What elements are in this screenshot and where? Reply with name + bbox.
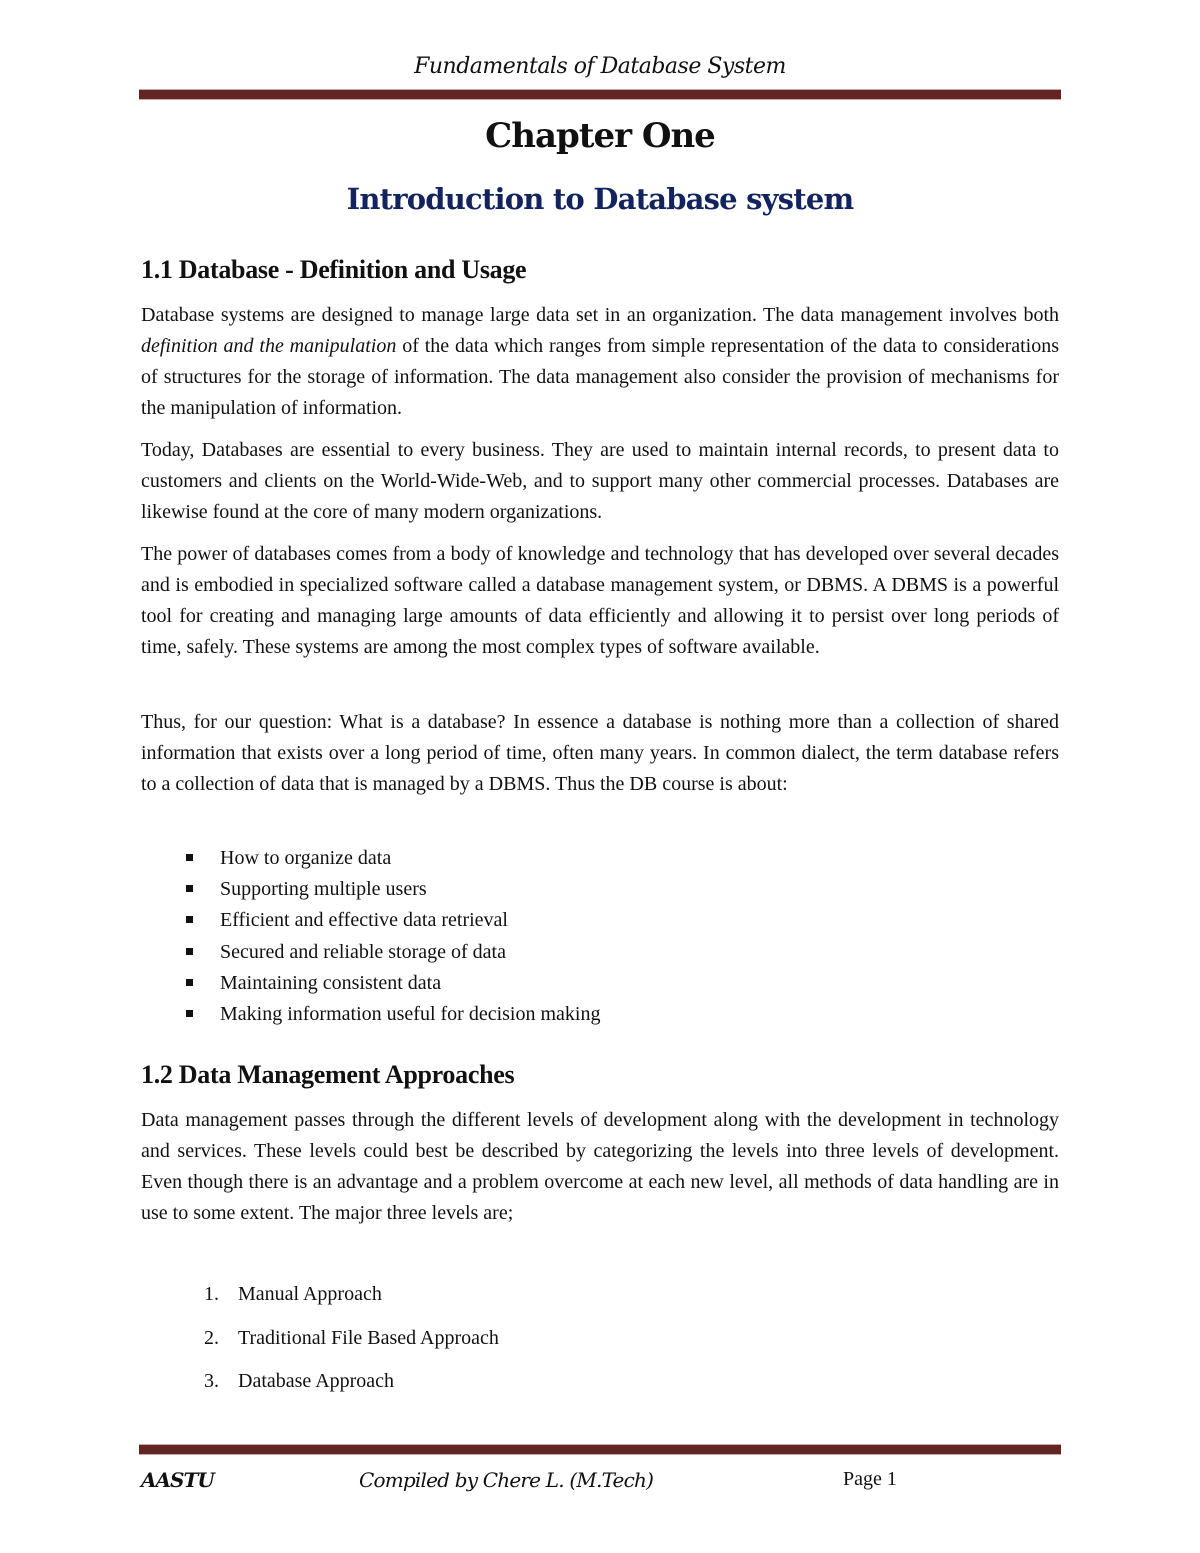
list-item-text: Maintaining consistent data bbox=[220, 971, 442, 994]
page-number: Page 1 bbox=[843, 1468, 897, 1490]
chapter-subtitle: Introduction to Database system bbox=[346, 182, 854, 216]
running-header: Fundamentals of Database System bbox=[414, 54, 786, 79]
list-item bbox=[141, 1273, 499, 1317]
list-item-text: Database Approach bbox=[238, 1370, 395, 1392]
square-bullet-icon bbox=[186, 916, 193, 923]
list-item-text: Making information useful for decision making bbox=[220, 1003, 601, 1026]
list-item-text: Supporting multiple users bbox=[220, 878, 427, 901]
list-number: 2. bbox=[204, 1326, 219, 1349]
list-item-text: Traditional File Based Approach bbox=[238, 1326, 499, 1349]
footer-institution: AASTU bbox=[141, 1468, 214, 1492]
paragraph-dbms: The power of databases comes from a body of knowledge and technology that has developed over several decades and is embodied in specialized software called a database management system, or DBMS. A DBMS is a powerful tool for creating and managing large amounts of data efficiently and allowing it to persist over long periods of time, safely. These systems are among the most complex types of software available. bbox=[141, 543, 1059, 658]
list-number: 1. bbox=[204, 1283, 219, 1305]
paragraph-what-is-database: Thus, for our question: What is a database? In essence a database is nothing more than a collection of shared information that exists over a long period of time, often many years. In common dialect, the term database refers to a collection of data that is managed by a DBMS. Thus the DB course is about: bbox=[141, 711, 1059, 795]
list-number: 3. bbox=[204, 1370, 219, 1392]
list-item bbox=[141, 1317, 499, 1361]
footer-rule bbox=[139, 1444, 1061, 1455]
section-heading-1-2: 1.2 Data Management Approaches bbox=[141, 1060, 515, 1089]
section-heading-1-1: 1.1 Database - Definition and Usage bbox=[141, 255, 527, 284]
square-bullet-icon bbox=[186, 854, 193, 861]
course-topics-list bbox=[141, 843, 600, 1030]
list-item bbox=[141, 905, 600, 936]
paragraph-business: Today, Databases are essential to every business. They are used to maintain internal records, to present data to customers and clients on the World-Wide-Web, and to support many other commercial processes. Databases are likewise found at the core of many modern organizations. bbox=[141, 439, 1059, 523]
list-item-text: How to organize data bbox=[220, 847, 392, 869]
page-footer bbox=[141, 1468, 1059, 1498]
paragraph-text: of the data which ranges from simple representation of the data to considerations of structures for the storage of information. The data management also consider the provision of mechanisms for the manipulation of information. bbox=[141, 335, 1059, 419]
list-item bbox=[141, 968, 600, 999]
chapter-title: Chapter One bbox=[485, 116, 715, 156]
list-item-text: Manual Approach bbox=[238, 1283, 382, 1305]
list-item bbox=[141, 874, 600, 905]
footer-author: Compiled by Chere L. (M.Tech) bbox=[359, 1468, 654, 1492]
square-bullet-icon bbox=[186, 1010, 193, 1017]
square-bullet-icon bbox=[186, 979, 193, 986]
list-item-text: Efficient and effective data retrieval bbox=[220, 909, 508, 932]
paragraph-text: Database systems are designed to manage large data set in an organization. The data management involves both bbox=[141, 304, 1059, 326]
header-rule bbox=[139, 89, 1061, 100]
paragraph-approaches: Data management passes through the different levels of development along with the development in technology and services. These levels could best be described by categorizing the levels into three levels of development. Even though there is an advantage and a problem overcome at each new level, all methods of data handling are in use to some extent. The major three levels are; bbox=[141, 1109, 1059, 1224]
list-item bbox=[141, 843, 600, 874]
list-item bbox=[141, 999, 600, 1030]
list-item-text: Secured and reliable storage of data bbox=[220, 940, 506, 963]
list-item bbox=[141, 937, 600, 968]
square-bullet-icon bbox=[186, 948, 193, 955]
list-item bbox=[141, 1360, 499, 1404]
square-bullet-icon bbox=[186, 885, 193, 892]
emphasis-text: definition and the manipulation bbox=[141, 335, 397, 357]
paragraph-definition bbox=[141, 300, 1059, 424]
approach-levels-list bbox=[141, 1273, 499, 1404]
